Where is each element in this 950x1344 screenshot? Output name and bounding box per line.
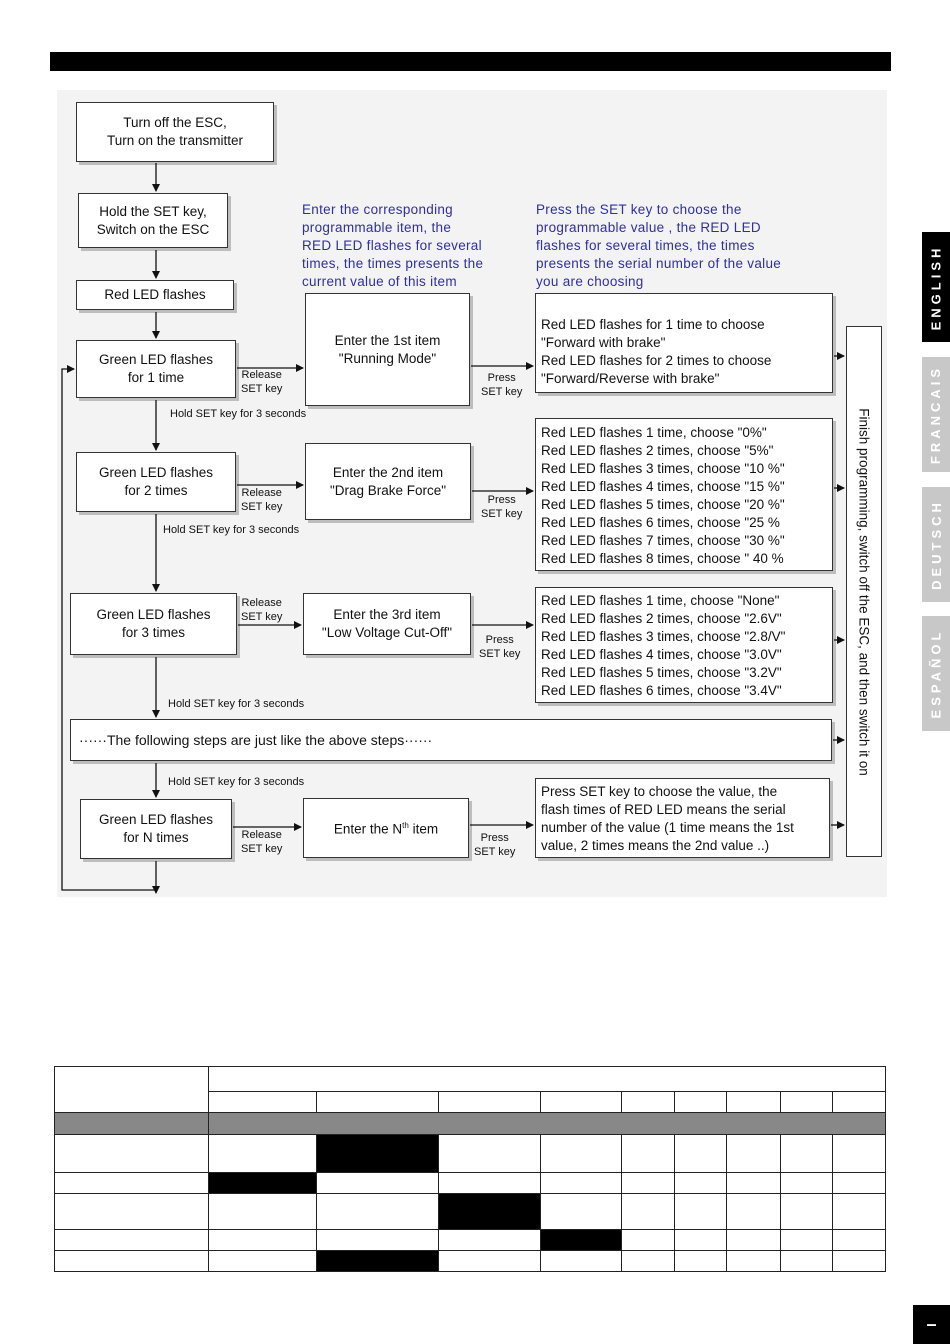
value-line: Red LED flashes 1 time, choose "None" <box>541 593 780 608</box>
red-led-label: Red LED flashes <box>104 287 206 302</box>
tab-label: ENGLISH <box>928 244 944 330</box>
table-cell <box>209 1092 317 1113</box>
parameter-table <box>54 1066 886 1272</box>
start-line: Turn on the transmitter <box>106 133 244 148</box>
tab-deutsch[interactable] <box>922 487 950 602</box>
tab-english[interactable] <box>922 232 950 342</box>
table-cell <box>317 1135 439 1173</box>
note-line: flashes for several times, the times <box>536 238 755 253</box>
table-row <box>55 1173 886 1194</box>
value-line: Red LED flashes 4 times, choose "15 %" <box>541 479 785 494</box>
release-text: Release <box>241 487 282 499</box>
hold-label-2: Hold SET key for 3 seconds <box>163 524 300 536</box>
value-line: Red LED flashes 6 times, choose "25 % <box>541 515 780 530</box>
value-line: Red LED flashes for 1 time to choose <box>541 317 765 332</box>
item-line: "Drag Brake Force" <box>329 482 447 498</box>
value-line: Red LED flashes 6 times, choose "3.4V" <box>541 683 782 698</box>
table-cell <box>55 1135 209 1173</box>
table-cell <box>55 1113 209 1135</box>
green-line: Green LED flashes <box>98 352 214 367</box>
table-cell <box>622 1135 675 1173</box>
table-cell <box>833 1230 886 1251</box>
release-text: Release <box>241 369 282 381</box>
table-cell <box>727 1251 781 1272</box>
press-text: Press <box>487 372 516 384</box>
green-line: Green LED flashes <box>98 812 214 827</box>
table-cell <box>317 1173 439 1194</box>
table-cell <box>781 1194 833 1230</box>
table-cell <box>781 1135 833 1173</box>
table-cell <box>439 1173 541 1194</box>
table-cell <box>541 1251 622 1272</box>
item-n-text: item <box>408 821 439 837</box>
table-row <box>55 1135 886 1173</box>
table-cell <box>833 1194 886 1230</box>
table-cell <box>675 1135 727 1173</box>
table-cell <box>622 1092 675 1113</box>
value-line: Red LED flashes for 2 times to choose <box>541 353 772 368</box>
green-line: Green LED flashes <box>96 607 211 622</box>
value-line: number of the value (1 time means the 1st <box>541 820 794 835</box>
value-line: Red LED flashes 7 times, choose "30 %" <box>541 533 785 548</box>
press-text: SET key <box>481 386 523 398</box>
table-cell <box>727 1194 781 1230</box>
table-cell <box>209 1230 317 1251</box>
table-cell <box>209 1067 886 1092</box>
note-line: current value of this item <box>302 274 457 289</box>
table-cell <box>209 1251 317 1272</box>
table-cell <box>209 1113 886 1135</box>
item-line: "Low Voltage Cut-Off" <box>321 625 453 640</box>
tab-label: ESPAÑOL <box>928 628 944 719</box>
table-cell <box>727 1230 781 1251</box>
table-cell <box>439 1230 541 1251</box>
press-text: SET key <box>479 648 521 660</box>
value-line: Red LED flashes 3 times, choose "10 %" <box>541 461 785 476</box>
table-cell <box>439 1194 541 1230</box>
table-cell <box>781 1092 833 1113</box>
release-text: SET key <box>241 843 283 855</box>
press-text: Press <box>480 832 509 844</box>
table-cell <box>317 1251 439 1272</box>
release-text: SET key <box>241 501 283 513</box>
item-n-text: Enter the N <box>333 821 403 837</box>
value-line: Red LED flashes 1 time, choose "0%" <box>541 425 767 440</box>
table-cell <box>675 1092 727 1113</box>
table-cell <box>833 1173 886 1194</box>
table-cell <box>833 1251 886 1272</box>
table-cell <box>55 1067 209 1113</box>
hold-line: Hold the SET key, <box>99 203 207 219</box>
table-cell <box>317 1194 439 1230</box>
table-cell <box>727 1173 781 1194</box>
tab-label: FRANCAIS <box>928 364 944 465</box>
press-text: SET key <box>481 508 523 520</box>
table-cell <box>317 1230 439 1251</box>
table-cell <box>541 1194 622 1230</box>
table-cell <box>622 1251 675 1272</box>
table-cell <box>833 1092 886 1113</box>
finish-label: Finish programming, switch off the ESC, and then switch it on <box>856 407 872 776</box>
table-cell <box>55 1251 209 1272</box>
table-cell <box>541 1135 622 1173</box>
item-line: "Running Mode" <box>338 350 437 366</box>
value-line: Red LED flashes 2 times, choose "2.6V" <box>541 611 782 626</box>
item-line: Enter the 3rd item <box>333 607 441 622</box>
table-row <box>55 1251 886 1272</box>
table-cell <box>55 1194 209 1230</box>
tab-francais[interactable] <box>922 357 950 472</box>
page-number-tab: – <box>913 1305 950 1344</box>
table-cell <box>781 1173 833 1194</box>
item-n-sup: th <box>402 821 409 831</box>
table-cell <box>317 1092 439 1113</box>
press-text: Press <box>485 634 514 646</box>
table-cell <box>622 1194 675 1230</box>
green-line: for 1 time <box>127 370 185 385</box>
value-line: Red LED flashes 2 times, choose "5%" <box>541 443 774 458</box>
release-text: SET key <box>241 611 283 623</box>
value-line: Red LED flashes 5 times, choose "3.2V" <box>541 665 782 680</box>
table-cell <box>781 1251 833 1272</box>
tab-label: DEUTSCH <box>928 499 944 590</box>
table-cell <box>675 1251 727 1272</box>
hold-label-3: Hold SET key for 3 seconds <box>168 698 305 710</box>
value-line: Red LED flashes 4 times, choose "3.0V" <box>541 647 782 662</box>
note-line: RED LED flashes for several <box>302 238 482 253</box>
table-cell <box>55 1230 209 1251</box>
table-cell <box>439 1251 541 1272</box>
press-text: SET key <box>474 846 516 858</box>
item-line: Enter the 1st item <box>334 332 441 348</box>
value-line: flash times of RED LED means the serial <box>541 802 786 817</box>
table-cell <box>727 1092 781 1113</box>
table-cell <box>622 1230 675 1251</box>
green-line: for 3 times <box>121 625 186 640</box>
table-cell <box>55 1173 209 1194</box>
release-text: SET key <box>241 383 283 395</box>
start-line: Turn off the ESC, <box>123 115 227 130</box>
note-line: programmable item, the <box>302 220 452 235</box>
table-cell <box>727 1135 781 1173</box>
release-text: Release <box>241 597 282 609</box>
green-line: Green LED flashes <box>98 465 214 480</box>
hold-label-1: Hold SET key for 3 seconds <box>170 408 307 420</box>
table-cell <box>675 1194 727 1230</box>
value-line: Press SET key to choose the value, the <box>541 784 778 799</box>
note-line: presents the serial number of the value <box>536 256 782 271</box>
table-cell <box>209 1135 317 1173</box>
table-cell <box>675 1230 727 1251</box>
value-line: "Forward/Reverse with brake" <box>541 371 720 386</box>
table-cell <box>541 1173 622 1194</box>
value-line: "Forward with brake" <box>541 335 666 350</box>
table-row <box>55 1230 886 1251</box>
table-cell <box>675 1173 727 1194</box>
green-line: for N times <box>123 830 189 845</box>
item-line: Enter the 2nd item <box>332 464 444 480</box>
hold-line: Switch on the ESC <box>96 221 210 237</box>
value-line: Red LED flashes 8 times, choose " 40 % <box>541 551 784 566</box>
table-cell <box>209 1194 317 1230</box>
value-line: value, 2 times means the 2nd value ..) <box>541 838 770 853</box>
table-cell <box>833 1135 886 1173</box>
tab-espanol[interactable] <box>922 616 950 731</box>
table-cell <box>209 1173 317 1194</box>
table-cell <box>439 1092 541 1113</box>
note-line: you are choosing <box>536 274 644 289</box>
note-line: Enter the corresponding <box>302 202 453 217</box>
table-cell <box>541 1092 622 1113</box>
hold-label-4: Hold SET key for 3 seconds <box>168 776 305 788</box>
table-cell <box>439 1135 541 1173</box>
table-cell <box>541 1230 622 1251</box>
following-steps-label: ······The following steps are just like the above steps······ <box>79 732 433 748</box>
table-cell <box>781 1230 833 1251</box>
table-cell <box>622 1173 675 1194</box>
note-line: times, the times presents the <box>302 256 484 271</box>
release-text: Release <box>241 829 282 841</box>
note-line: Press the SET key to choose the <box>536 202 742 217</box>
table-row <box>55 1113 886 1135</box>
value-line: Red LED flashes 3 times, choose "2.8/V" <box>541 629 786 644</box>
table-row <box>55 1194 886 1230</box>
green-line: for 2 times <box>124 483 188 498</box>
table-row <box>55 1067 886 1092</box>
note-line: programmable value , the RED LED <box>536 220 761 235</box>
press-text: Press <box>487 494 516 506</box>
value-line: Red LED flashes 5 times, choose "20 %" <box>541 497 785 512</box>
